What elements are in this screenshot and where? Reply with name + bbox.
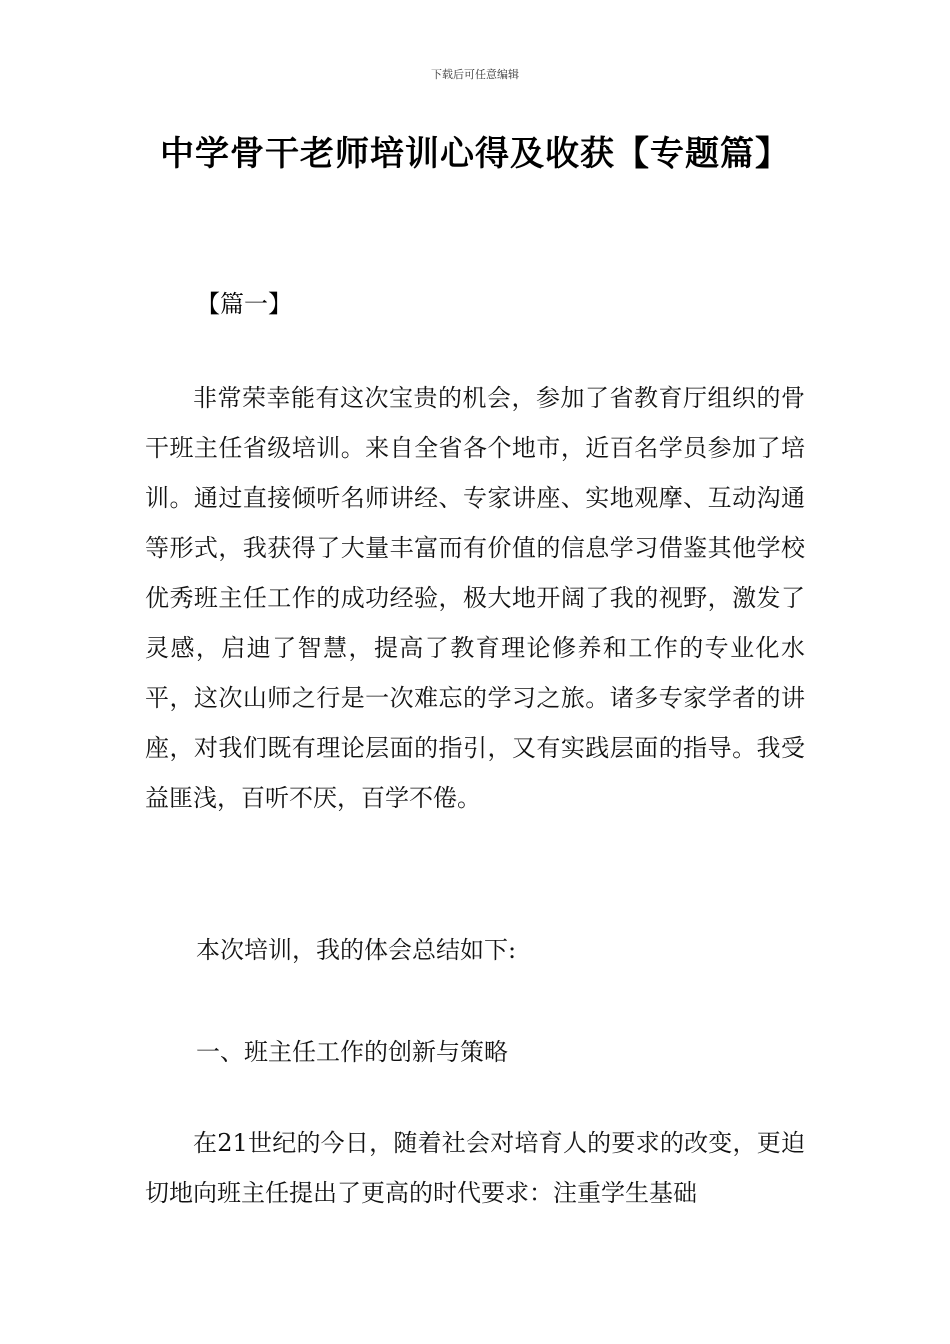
century-paragraph: 在21世纪的今日，随着社会对培育人的要求的改变，更迫切地向班主任提出了更高的时代要求：注重学生基础 (145, 1129, 805, 1207)
document-title: 中学骨干老师培训心得及收获【专题篇】 (160, 134, 790, 174)
section-heading-one: 一、班主任工作的创新与策略 (196, 1038, 508, 1066)
header-note: 下载后可任意编辑 (431, 68, 519, 81)
century-paragraph-block (145, 1118, 805, 1218)
intro-paragraph-block (145, 373, 805, 823)
summary-line: 本次培训，我的体会总结如下: (196, 936, 517, 964)
intro-paragraph: 非常荣幸能有这次宝贵的机会，参加了省教育厅组织的骨干班主任省级培训。来自全省各个地市，近百名学员参加了培训。通过直接倾听名师讲经、专家讲座、实地观摩、互动沟通等形式，我获得了大量丰富而有价值的信息学习借鉴其他学校优秀班主任工作的成功经验，极大地开阔了我的视野，激发了灵感，启迪了智慧，提高了教育理论修养和工作的专业化水平，这次山师之行是一次难忘的学习之旅。诸多专家学者的讲座，对我们既有理论层面的指引，又有实践层面的指导。我受益匪浅，百听不厌，百学不倦。 (145, 384, 805, 812)
section-tag: 【篇一】 (196, 290, 292, 318)
